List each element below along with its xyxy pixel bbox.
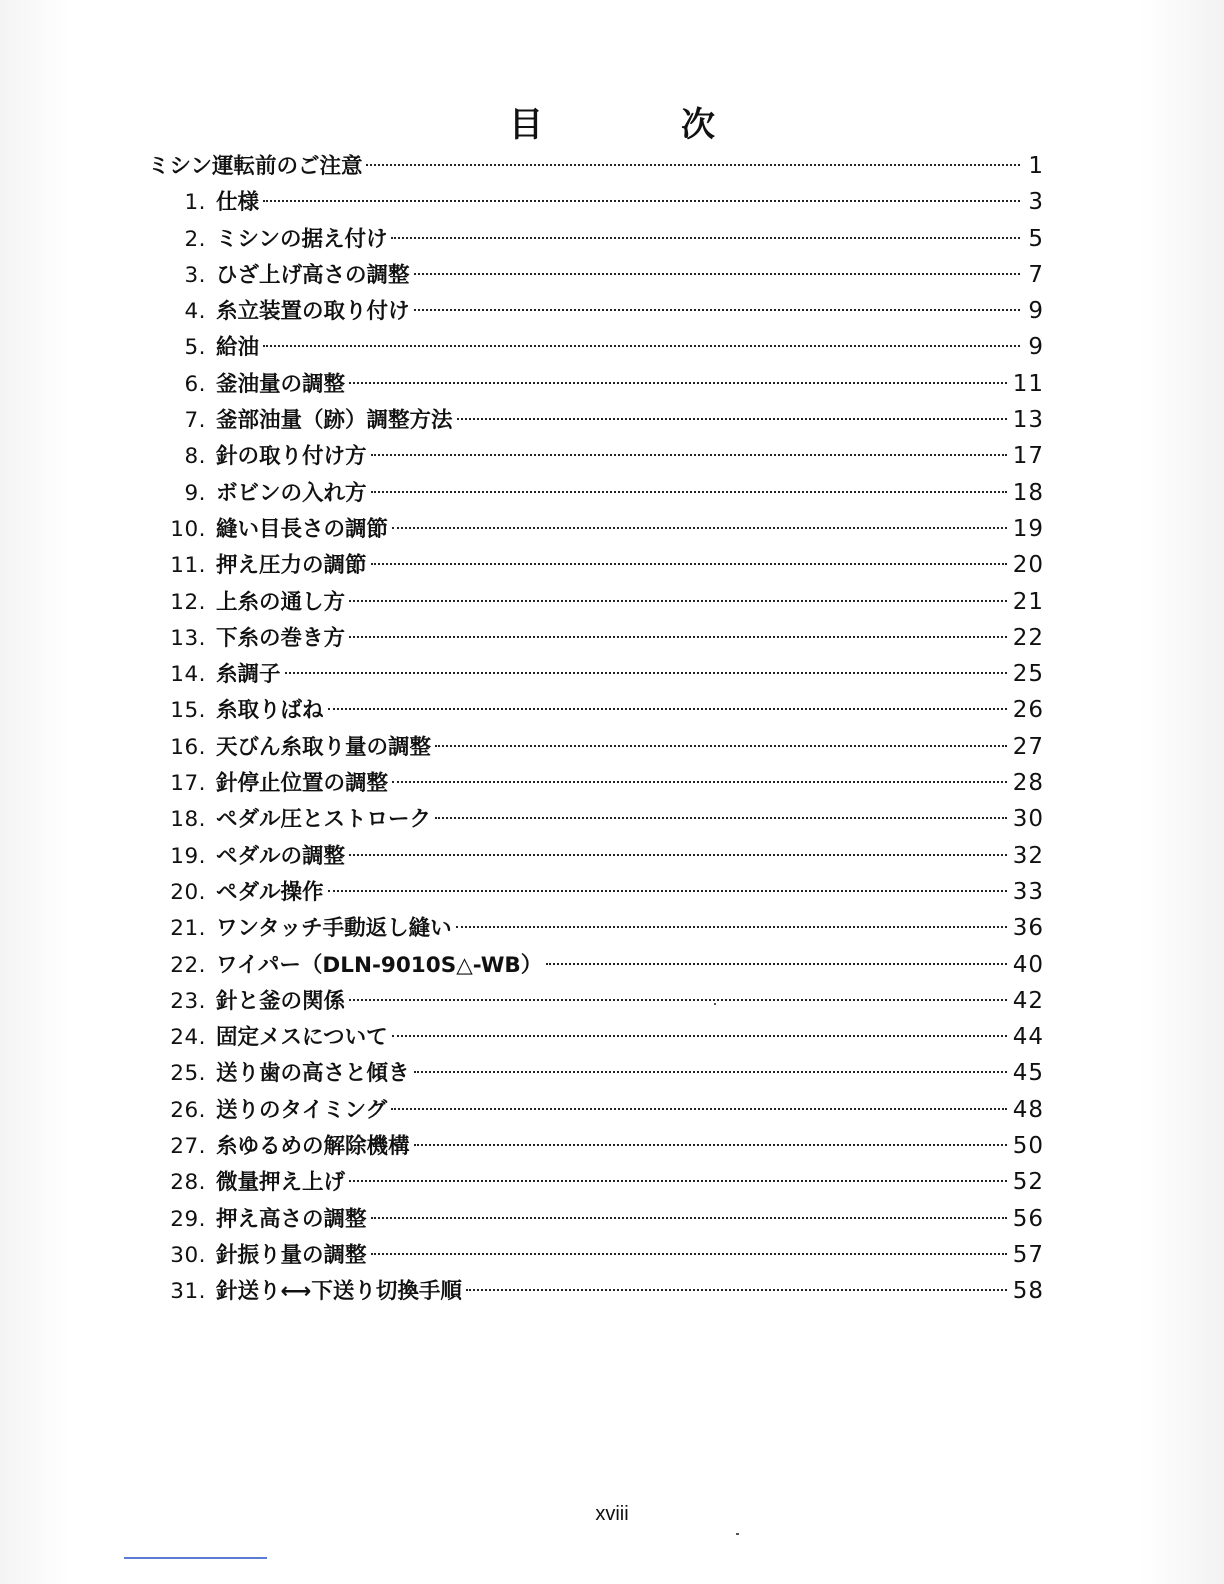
toc-entry xyxy=(148,1092,1044,1128)
toc-entry-title: 押え圧力の調節 xyxy=(216,553,367,579)
toc-entry-page: 13 xyxy=(1012,407,1044,434)
toc-dot-leader xyxy=(349,382,1007,384)
toc-entry xyxy=(148,801,1044,837)
toc-entry-page: 36 xyxy=(1012,915,1044,942)
toc-entry xyxy=(148,329,1044,365)
toc-entry-number: 6. xyxy=(184,371,206,397)
toc-entry-title: 針振り量の調整 xyxy=(216,1242,367,1268)
toc-entry-number: 7. xyxy=(184,408,206,434)
toc-entry xyxy=(148,1201,1044,1237)
toc-entry xyxy=(148,402,1044,438)
toc-entry-page: 26 xyxy=(1012,697,1044,724)
toc-entry xyxy=(148,1055,1044,1091)
toc-entry-number: 31. xyxy=(170,1279,206,1305)
toc-entry-page: 33 xyxy=(1012,878,1044,905)
toc-entry-number: 28. xyxy=(170,1170,206,1196)
toc-entry xyxy=(148,438,1044,474)
toc-entry xyxy=(148,584,1044,620)
toc-entry xyxy=(148,547,1044,583)
toc-dot-leader xyxy=(263,200,1020,202)
toc-entry xyxy=(148,692,1044,728)
page-shadow-right xyxy=(1140,0,1224,1584)
toc-entry xyxy=(148,257,1044,293)
toc-entry xyxy=(148,511,1044,547)
toc-entry-page: 52 xyxy=(1012,1169,1044,1196)
toc-entry-number: 10. xyxy=(170,516,206,542)
toc-entry-number: 22. xyxy=(170,952,206,978)
toc-entry-title: 縫い目長さの調節 xyxy=(216,516,389,542)
toc-entry-number: 8. xyxy=(184,444,206,470)
toc-dot-leader xyxy=(435,817,1007,819)
toc-entry-page: 9 xyxy=(1028,298,1044,325)
toc-entry-number: 11. xyxy=(170,553,206,579)
toc-entry-title: 送りのタイミング xyxy=(216,1097,388,1123)
toc-entry-number: 23. xyxy=(170,988,206,1014)
page-number: xviii xyxy=(595,1503,629,1525)
toc-dot-leader xyxy=(414,1144,1007,1146)
toc-entry-page: 28 xyxy=(1012,770,1044,797)
toc-entry-number: 12. xyxy=(170,589,206,615)
toc-entry xyxy=(148,729,1044,765)
toc-dot-leader xyxy=(457,418,1007,420)
toc-dot-leader xyxy=(328,708,1007,710)
toc-dot-leader xyxy=(391,1108,1007,1110)
toc-entry-title: 下糸の巻き方 xyxy=(216,625,346,651)
toc-entry-title: ひざ上げ高さの調整 xyxy=(216,262,410,288)
toc-entry xyxy=(148,1237,1044,1273)
toc-dot-leader xyxy=(466,1289,1007,1291)
toc-entry-number: 14. xyxy=(170,662,206,688)
toc-entry-title: ペダル圧とストローク xyxy=(216,807,432,833)
toc-dot-leader xyxy=(285,672,1007,674)
toc-entry-page: 22 xyxy=(1012,624,1044,651)
toc-entry-number: 16. xyxy=(170,734,206,760)
toc-dot-leader xyxy=(391,237,1020,239)
toc-entry xyxy=(148,656,1044,692)
toc-entry-page: 32 xyxy=(1012,842,1044,869)
toc-entry xyxy=(148,1128,1044,1164)
toc-entry xyxy=(148,765,1044,801)
toc-entry xyxy=(148,184,1044,220)
toc-entry-title: 糸立装置の取り付け xyxy=(216,299,410,325)
toc-entry-number: 15. xyxy=(170,698,206,724)
toc-entry-page: 7 xyxy=(1028,261,1044,288)
toc-entry-page: 40 xyxy=(1012,951,1044,978)
toc-entry-number: 26. xyxy=(170,1097,206,1123)
scan-artifact-line xyxy=(124,1557,267,1559)
toc-entry-page: 25 xyxy=(1012,661,1044,688)
toc-entry-page: 50 xyxy=(1012,1133,1044,1160)
toc-entry-page: 57 xyxy=(1012,1241,1044,1268)
toc-entry-number: 5. xyxy=(184,335,206,361)
toc-entry-title: 押え高さの調整 xyxy=(216,1206,367,1232)
toc-dot-leader xyxy=(546,963,1006,965)
table-of-contents xyxy=(148,148,1044,1310)
toc-entry-title: 微量押え上げ xyxy=(216,1170,346,1196)
toc-entry xyxy=(148,293,1044,329)
toc-entry xyxy=(148,620,1044,656)
toc-dot-leader xyxy=(371,454,1007,456)
toc-entry-title: 天びん糸取り量の調整 xyxy=(216,734,432,760)
toc-entry-page: 17 xyxy=(1012,443,1044,470)
page-title: 目 次 xyxy=(509,104,767,145)
toc-dot-leader xyxy=(349,1180,1007,1182)
toc-entry-number: 9. xyxy=(184,480,206,506)
toc-entry-title: 糸調子 xyxy=(216,662,281,688)
toc-dot-leader xyxy=(349,999,1007,1001)
toc-entry-page: 9 xyxy=(1028,334,1044,361)
toc-entry-number: 13. xyxy=(170,625,206,651)
toc-dot-leader xyxy=(349,636,1007,638)
toc-dot-leader xyxy=(349,854,1007,856)
toc-dot-leader xyxy=(371,491,1007,493)
toc-dot-leader xyxy=(328,890,1007,892)
toc-dot-leader xyxy=(392,781,1007,783)
toc-dot-leader xyxy=(392,1035,1007,1037)
toc-dot-leader xyxy=(414,309,1020,311)
toc-entry-page: 21 xyxy=(1012,588,1044,615)
toc-entry-page: 42 xyxy=(1012,987,1044,1014)
toc-entry-page: 11 xyxy=(1012,370,1044,397)
toc-entry-number: 1. xyxy=(184,190,206,216)
toc-entry-page: 58 xyxy=(1012,1278,1044,1305)
toc-dot-leader xyxy=(456,926,1007,928)
toc-entry-title: 針送り⟷下送り切換手順 xyxy=(216,1279,462,1305)
toc-dot-leader xyxy=(414,1071,1007,1073)
toc-entry-title: ペダル操作 xyxy=(216,879,324,905)
toc-entry-number: 2. xyxy=(184,226,206,252)
toc-dot-leader xyxy=(366,164,1020,166)
toc-entry-title: 針停止位置の調整 xyxy=(216,771,389,797)
toc-entry-number: 24. xyxy=(170,1025,206,1051)
toc-entry-number: 3. xyxy=(184,262,206,288)
toc-dot-leader xyxy=(349,600,1007,602)
toc-entry-page: 48 xyxy=(1012,1096,1044,1123)
toc-entry-title: 糸ゆるめの解除機構 xyxy=(216,1134,410,1160)
toc-entry-number: 30. xyxy=(170,1242,206,1268)
toc-entry-title: 上糸の通し方 xyxy=(216,589,346,615)
toc-entry-title: ミシンの据え付け xyxy=(216,226,388,252)
toc-entry-title: 仕様 xyxy=(216,190,260,216)
toc-entry-page: 5 xyxy=(1028,225,1044,252)
toc-entry-number: 17. xyxy=(170,771,206,797)
toc-entry xyxy=(148,983,1044,1019)
toc-entry-page: 27 xyxy=(1012,733,1044,760)
toc-entry-number: 20. xyxy=(170,879,206,905)
toc-entry-number: 4. xyxy=(184,299,206,325)
toc-entry-title: 針の取り付け方 xyxy=(216,444,367,470)
toc-entry-number: 21. xyxy=(170,916,206,942)
toc-entry xyxy=(148,874,1044,910)
toc-entry-title: 固定メスについて xyxy=(216,1025,388,1051)
toc-entry-page: 56 xyxy=(1012,1205,1044,1232)
toc-entry-number: 19. xyxy=(170,843,206,869)
toc-dot-leader xyxy=(263,345,1020,347)
toc-entry-title: 釜油量の調整 xyxy=(216,371,346,397)
scan-speck xyxy=(714,1003,716,1005)
toc-entry-title: ミシン運転前のご注意 xyxy=(148,154,363,179)
toc-entry-page: 45 xyxy=(1012,1060,1044,1087)
toc-entry xyxy=(148,148,1044,184)
toc-entry xyxy=(148,910,1044,946)
toc-entry-title: ボビンの入れ方 xyxy=(216,480,367,506)
toc-entry-page: 1 xyxy=(1028,153,1044,179)
toc-entry-title: 糸取りばね xyxy=(216,698,324,724)
toc-entry-number: 25. xyxy=(170,1061,206,1087)
toc-entry-number: 27. xyxy=(170,1134,206,1160)
toc-entry xyxy=(148,1019,1044,1055)
toc-entry-title: 給油 xyxy=(216,335,260,361)
toc-dot-leader xyxy=(435,745,1007,747)
toc-entry xyxy=(148,366,1044,402)
toc-entry-page: 30 xyxy=(1012,806,1044,833)
toc-dot-leader xyxy=(392,527,1007,529)
toc-dot-leader xyxy=(371,563,1007,565)
toc-dot-leader xyxy=(371,1253,1007,1255)
toc-entry-number: 29. xyxy=(170,1206,206,1232)
toc-entry-title: 送り歯の高さと傾き xyxy=(216,1061,410,1087)
toc-entry xyxy=(148,221,1044,257)
scan-speck xyxy=(736,1533,739,1535)
page-shadow-left xyxy=(0,0,72,1584)
toc-entry-page: 18 xyxy=(1012,479,1044,506)
toc-entry-title: ワンタッチ手動返し縫い xyxy=(216,916,452,942)
toc-entry-number: 18. xyxy=(170,807,206,833)
toc-entry-title: 針と釜の関係 xyxy=(216,988,346,1014)
toc-entry-page: 20 xyxy=(1012,552,1044,579)
toc-entry-page: 19 xyxy=(1012,515,1044,542)
toc-dot-leader xyxy=(414,273,1020,275)
toc-entry xyxy=(148,947,1044,983)
toc-entry-title: 釜部油量（跡）調整方法 xyxy=(216,408,453,434)
toc-entry-title: ペダルの調整 xyxy=(216,843,346,869)
toc-dot-leader xyxy=(371,1217,1007,1219)
toc-entry-page: 3 xyxy=(1028,189,1044,216)
toc-entry-title: ワイパー（DLN-9010S△-WB） xyxy=(216,952,543,978)
toc-entry xyxy=(148,838,1044,874)
toc-entry xyxy=(148,1164,1044,1200)
toc-entry xyxy=(148,1273,1044,1309)
toc-entry xyxy=(148,475,1044,511)
toc-entry-page: 44 xyxy=(1012,1024,1044,1051)
